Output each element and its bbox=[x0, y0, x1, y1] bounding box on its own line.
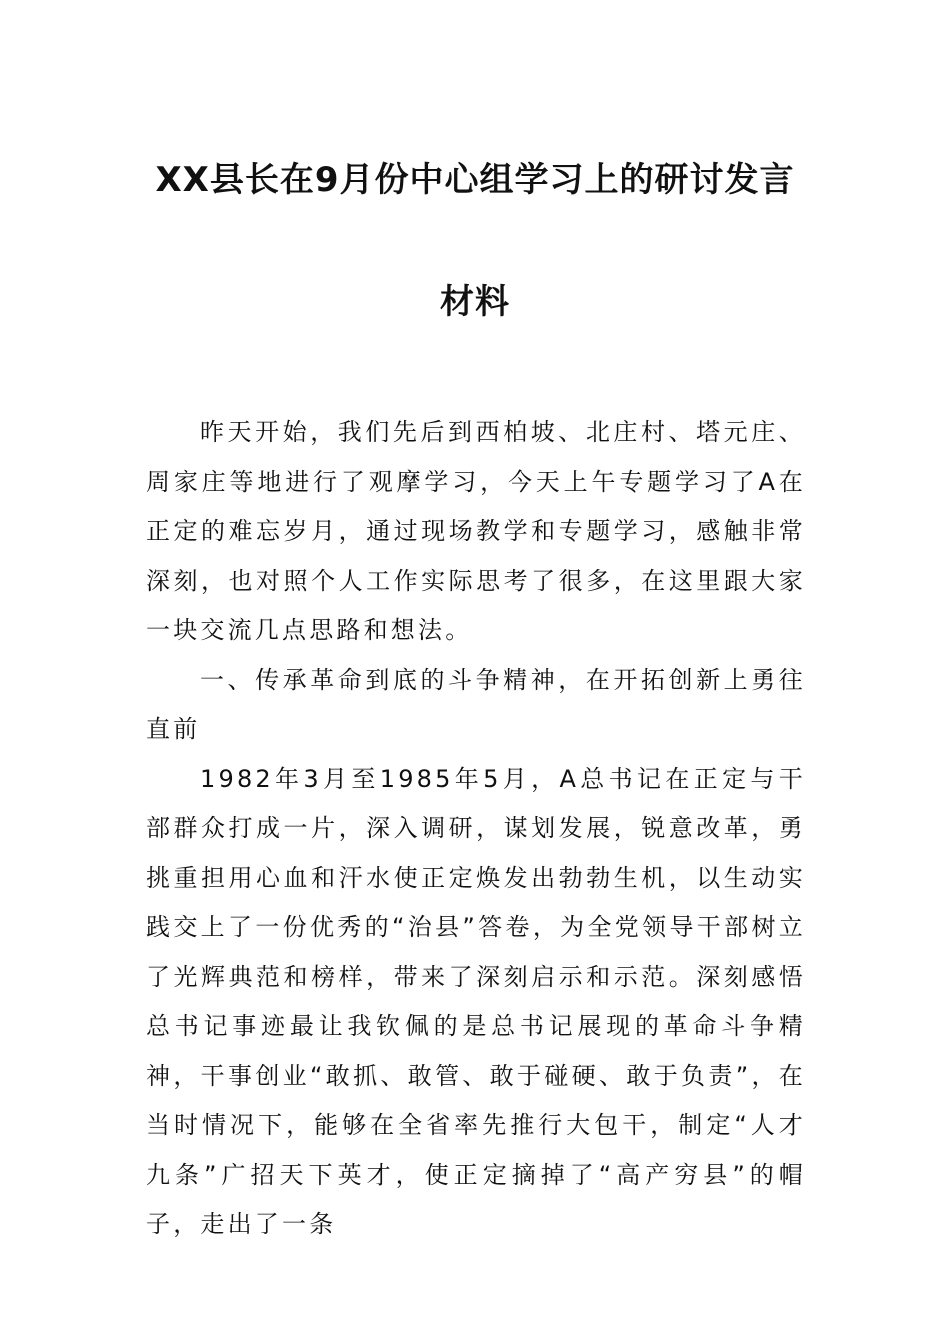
paragraph-intro: 昨天开始，我们先后到西柏坡、北庄村、塔元庄、周家庄等地进行了观摩学习，今天上午专题学习了A在正定的难忘岁月，通过现场教学和专题学习，感触非常深刻，也对照个人工作实际思考了很多，在这里跟大家一块交流几点思路和想法。 bbox=[146, 418, 806, 644]
section-heading-1: 一、传承革命到底的斗争精神，在开拓创新上勇往直前 bbox=[146, 665, 806, 743]
document-title-line-1: XX县长在9月份中心组学习上的研讨发言 bbox=[155, 160, 795, 200]
paragraph-history: 1982年3月至1985年5月，A总书记在正定与干部群众打成一片，深入调研，谋划发展，锐意改革，勇挑重担用心血和汗水使正定焕发出勃勃生机，以生动实践交上了一份优秀的“治县”答卷，为全党领导干部树立了光辉典范和榜样，带来了深刻启示和示范。深刻感悟总书记事迹最让我钦佩的是总书记展现的革命斗争精神，干事创业“敢抓、敢管、敢于碰硬、敢于负责”，在当时情况下，能够在全省率先推行大包干，制定“人才九条”广招天下英才，使正定摘掉了“高产穷县”的帽子，走出了一条 bbox=[146, 764, 806, 1238]
document-title-line-2: 材料 bbox=[440, 282, 510, 322]
document-body bbox=[146, 408, 806, 1250]
